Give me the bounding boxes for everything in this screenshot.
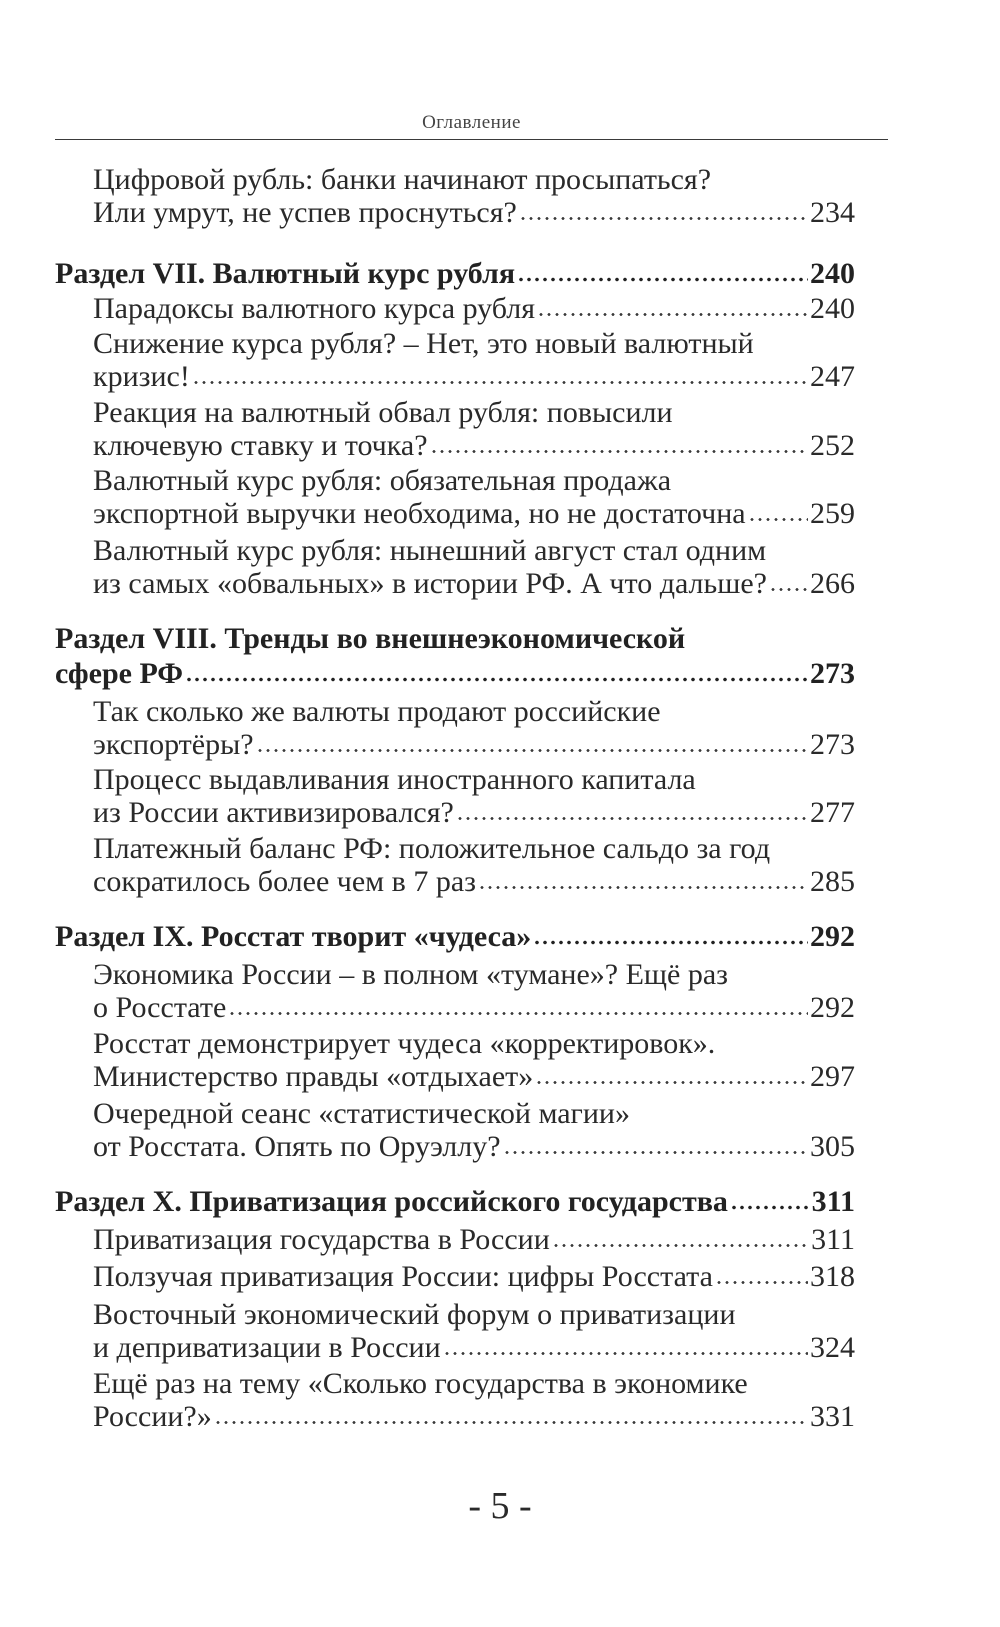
toc-page-number: 247 <box>810 360 855 393</box>
toc-page-number: 285 <box>810 865 855 898</box>
toc-entry-line <box>93 196 855 230</box>
toc-entry-line <box>93 396 673 430</box>
dot-leader <box>228 1011 808 1016</box>
toc-entry-title: и деприватизации в России <box>93 1331 441 1364</box>
dot-leader <box>430 449 808 454</box>
toc-entry-line <box>93 497 855 531</box>
toc-page-number: 324 <box>810 1331 855 1364</box>
toc-entry-line <box>93 796 855 830</box>
toc-entry-line <box>93 1027 715 1061</box>
toc-entry-title: Экономика России – в полном «тумане»? Ещё раз <box>93 958 729 991</box>
dot-leader <box>478 885 808 890</box>
toc-entry-line <box>93 1097 630 1131</box>
dot-leader <box>769 587 808 592</box>
toc-entry-title: экспортёры? <box>93 728 254 761</box>
toc-entry-title: экспортной выручки необходима, но не достаточна <box>93 497 746 530</box>
toc-entry-line <box>93 958 728 992</box>
toc-page-number: 311 <box>811 1223 855 1256</box>
toc-entry-line <box>93 865 855 899</box>
toc-entry-title: ключевую ставку и точка? <box>93 429 428 462</box>
dot-leader <box>537 312 808 317</box>
toc-entry-title: Раздел VII. Валютный курс рубля <box>55 257 516 290</box>
dot-leader <box>533 940 808 945</box>
toc-entry-title: Так сколько же валюты продают российские <box>93 695 661 728</box>
toc-entry-title: Парадоксы валютного курса рубля <box>93 292 536 325</box>
toc-entry-title: Платежный баланс РФ: положительное сальдо за год <box>93 832 771 865</box>
toc-page-number: 234 <box>810 196 855 229</box>
toc-entry-line <box>93 360 855 394</box>
toc-entry-title: Министерство правды «отдыхает» <box>93 1060 534 1093</box>
toc-entry-title: Ползучая приватизация России: цифры Росстата <box>93 1260 713 1293</box>
toc-page-number: 273 <box>810 728 855 761</box>
toc-entry-line <box>93 292 855 326</box>
toc-entry-title: Раздел VIII. Тренды во внешнеэкономической <box>55 622 686 655</box>
running-head: Оглавление <box>422 112 521 133</box>
toc-entry-title: кризис! <box>93 360 190 393</box>
dot-leader <box>730 1205 810 1210</box>
toc-section-heading-line <box>55 1185 855 1219</box>
toc-section-heading-line <box>55 920 855 954</box>
toc-entry-line <box>93 1367 748 1401</box>
page-number: - 5 - <box>468 1485 532 1527</box>
dot-leader <box>519 216 808 221</box>
dot-leader <box>456 816 808 821</box>
toc-entry-line <box>93 1060 855 1094</box>
dot-leader <box>535 1080 808 1085</box>
toc-entry-line <box>93 429 855 463</box>
toc-entry-title: Восточный экономический форум о приватизации <box>93 1298 736 1331</box>
toc-page-number: 305 <box>810 1130 855 1163</box>
toc-entry-line <box>93 991 855 1025</box>
toc-entry-title: Раздел X. Приватизация российского государства <box>55 1185 728 1218</box>
toc-entry-title: Цифровой рубль: банки начинают просыпаться? <box>93 163 712 196</box>
toc-entry-line <box>93 327 754 361</box>
toc-page-number: 292 <box>810 991 855 1024</box>
dot-leader <box>185 677 808 682</box>
toc-page-number: 292 <box>810 920 855 953</box>
dot-leader <box>748 517 808 522</box>
toc-page-number: 252 <box>810 429 855 462</box>
toc-entry-title: Или умрут, не успев проснуться? <box>93 196 517 229</box>
toc-entry-title: Ещё раз на тему «Сколько государства в экономике <box>93 1367 748 1400</box>
dot-leader <box>443 1351 808 1356</box>
toc-entry-line <box>93 534 766 568</box>
toc-section-heading-line <box>55 257 855 291</box>
toc-page-number: 266 <box>810 567 855 600</box>
toc-entry-line <box>93 1400 855 1434</box>
dot-leader <box>517 277 808 282</box>
toc-page-number: 311 <box>811 1185 855 1218</box>
toc-page-number: 318 <box>810 1260 855 1293</box>
toc-entry-line <box>93 1298 736 1332</box>
toc-entry-title: Раздел IX. Росстат творит «чудеса» <box>55 920 532 953</box>
toc-entry-line <box>93 1223 855 1257</box>
toc-entry-title: Очередной сеанс «статистической магии» <box>93 1097 630 1130</box>
toc-entry-title: сократилось более чем в 7 раз <box>93 865 476 898</box>
toc-page-number: 297 <box>810 1060 855 1093</box>
toc-entry-line <box>93 464 671 498</box>
toc-entry-line <box>93 728 855 762</box>
toc-entry-line <box>93 832 770 866</box>
toc-entry-line <box>93 163 711 197</box>
toc-entry-line <box>93 1331 855 1365</box>
toc-entry-title: о Росстате <box>93 991 227 1024</box>
toc-entry-line <box>93 763 696 797</box>
toc-page-number: 240 <box>810 257 855 290</box>
toc-page-number: 331 <box>810 1400 855 1433</box>
toc-entry-title: из России активизировался? <box>93 796 454 829</box>
dot-leader <box>715 1280 808 1285</box>
dot-leader <box>552 1243 809 1248</box>
dot-leader <box>503 1150 808 1155</box>
toc-entry-line <box>93 695 661 729</box>
toc-entry-title: Реакция на валютный обвал рубля: повысили <box>93 396 673 429</box>
toc-entry-title: Росстат демонстрирует чудеса «корректировок». <box>93 1027 716 1060</box>
toc-entry-line <box>93 567 855 601</box>
toc-entry-title: Процесс выдавливания иностранного капитала <box>93 763 696 796</box>
toc-entry-line <box>93 1130 855 1164</box>
toc-page-number: 240 <box>810 292 855 325</box>
toc-entry-title: России?» <box>93 1400 212 1433</box>
header-rule <box>55 139 888 140</box>
toc-entry-title: из самых «обвальных» в истории РФ. А что дальше? <box>93 567 767 600</box>
toc-section-heading-line <box>55 622 685 656</box>
toc-entry-line <box>93 1260 855 1294</box>
toc-page-number: 259 <box>810 497 855 530</box>
toc-entry-title: Валютный курс рубля: нынешний август стал одним <box>93 534 767 567</box>
dot-leader <box>192 380 808 385</box>
toc-page-number: 273 <box>810 657 855 690</box>
dot-leader <box>214 1420 808 1425</box>
dot-leader <box>256 748 808 753</box>
toc-entry-title: Приватизация государства в России <box>93 1223 550 1256</box>
toc-entry-title: Снижение курса рубля? – Нет, это новый валютный <box>93 327 754 360</box>
toc-entry-title: сфере РФ <box>55 657 184 690</box>
toc-entry-title: Валютный курс рубля: обязательная продажа <box>93 464 672 497</box>
toc-entry-title: от Росстата. Опять по Оруэллу? <box>93 1130 501 1163</box>
toc-section-heading-line <box>55 657 855 691</box>
toc-page-number: 277 <box>810 796 855 829</box>
